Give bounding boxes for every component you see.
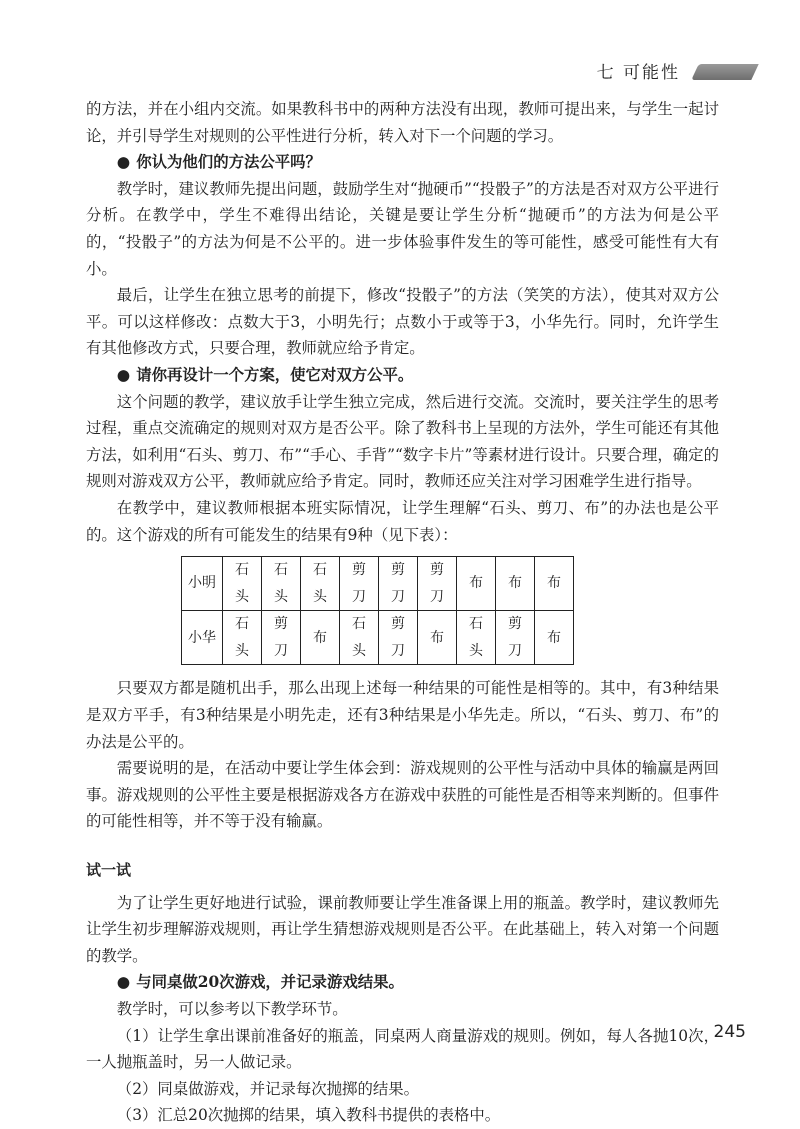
paragraph: （2）同桌做游戏，并记录每次抛掷的结果。 xyxy=(116,1079,420,1098)
table-cell: 布 xyxy=(535,611,574,665)
header-decoration-bar xyxy=(691,64,758,80)
table-cell: 布 xyxy=(496,557,535,611)
bullet-icon: ● xyxy=(116,365,131,384)
table-cell: 布 xyxy=(457,557,496,611)
table-cell: 小华 xyxy=(182,611,223,665)
table-cell: 小明 xyxy=(182,557,223,611)
table-cell: 剪刀 xyxy=(379,611,418,665)
paragraph: （1）让学生拿出课前准备好的瓶盖，同桌两人商量游戏的规则。例如，每人各抛10次，一人抛瓶盖时，另一人做记录。 xyxy=(86,1026,719,1072)
table-cell: 布 xyxy=(535,557,574,611)
table-cell: 剪刀 xyxy=(340,557,379,611)
page-body xyxy=(86,96,719,1129)
table-cell: 石头 xyxy=(340,611,379,665)
paragraph: 只要双方都是随机出手，那么出现上述每一种结果的可能性是相等的。其中，有3种结果是双方平手，有3种结果是小明先走，还有3种结果是小华先走。所以，“石头、剪刀、布”的办法是公平的。 xyxy=(86,679,719,751)
paragraph: 这个问题的教学，建议放手让学生独立完成，然后进行交流。交流时，要关注学生的思考过程，重点交流确定的规则对双方是否公平。除了教科书上呈现的方法外，学生可能还有其他方法，如利用“石头、剪刀、布”“手心、手背”“数字卡片”等素材进行设计。只要合理，确定的规则对游戏双方公平，教师就应给予肯定。同时，教师还应关注对学习困难学生进行指导。 xyxy=(86,392,719,491)
table-cell: 布 xyxy=(301,611,340,665)
bullet-question: ● 与同桌做20次游戏，并记录游戏结果。 xyxy=(116,973,404,992)
table-cell: 剪刀 xyxy=(418,557,457,611)
bullet-question: ● 你认为他们的方法公平吗？ xyxy=(116,153,321,172)
page-number: 245 xyxy=(713,1022,746,1042)
table-row xyxy=(182,557,574,611)
table-cell: 石头 xyxy=(262,557,301,611)
table-cell: 石头 xyxy=(223,557,262,611)
results-table xyxy=(181,556,574,665)
paragraph: 的方法，并在小组内交流。如果教科书中的两种方法没有出现，教师可提出来，与学生一起讨论，并引导学生对规则的公平性进行分析，转入对下一个问题的学习。 xyxy=(86,100,719,145)
table-cell: 剪刀 xyxy=(262,611,301,665)
paragraph: 教学时，可以参考以下教学环节。 xyxy=(116,1000,348,1018)
bullet-icon: ● xyxy=(116,973,131,992)
chapter-title: 七 可能性 xyxy=(596,63,680,83)
bullet-question: ● 请你再设计一个方案，使它对双方公平。 xyxy=(116,365,414,384)
table-row xyxy=(182,611,574,665)
bullet-icon: ● xyxy=(116,153,131,172)
paragraph: 需要说明的是，在活动中要让学生体会到：游戏规则的公平性与活动中具体的输赢是两回事。游戏规则的公平性主要是根据游戏各方在游戏中获胜的可能性是否相等来判断的。但事件的可能性相等，并不等于没有输赢。 xyxy=(86,759,719,831)
paragraph: （3）汇总20次抛掷的结果，填入教科书提供的表格中。 xyxy=(116,1106,501,1125)
paragraph: 最后，让学生在独立思考的前提下，修改“投骰子”的方法（笑笑的方法），使其对双方公平。可以这样修改：点数大于3，小明先行；点数小于或等于3，小华先行。同时，允许学生有其他修改方式，只要合理，教师就应给予肯定。 xyxy=(86,286,719,358)
table-cell: 剪刀 xyxy=(379,557,418,611)
table-cell: 布 xyxy=(418,611,457,665)
table-cell: 石头 xyxy=(457,611,496,665)
table-cell: 石头 xyxy=(223,611,262,665)
paragraph: 为了让学生更好地进行试验，课前教师要让学生准备课上用的瓶盖。教学时，建议教师先让学生初步理解游戏规则，再让学生猜想游戏规则是否公平。在此基础上，转入对第一个问题的教学。 xyxy=(86,893,719,965)
table-cell: 剪刀 xyxy=(496,611,535,665)
section-title: 试一试 xyxy=(86,861,132,880)
paragraph: 教学时，建议教师先提出问题，鼓励学生对“抛硬币”“投骰子”的方法是否对双方公平进行分析。在教学中，学生不难得出结论，关键是要让学生分析“抛硬币”的方法为何是公平的，“投骰子”的方法为何是不公平的。进一步体验事件发生的等可能性，感受可能性有大有小。 xyxy=(86,179,719,278)
paragraph: 在教学中，建议教师根据本班实际情况，让学生理解“石头、剪刀、布”的办法也是公平的。这个游戏的所有可能发生的结果有9种（见下表）： xyxy=(86,498,719,544)
table-cell: 石头 xyxy=(301,557,340,611)
chapter-header xyxy=(480,60,800,86)
